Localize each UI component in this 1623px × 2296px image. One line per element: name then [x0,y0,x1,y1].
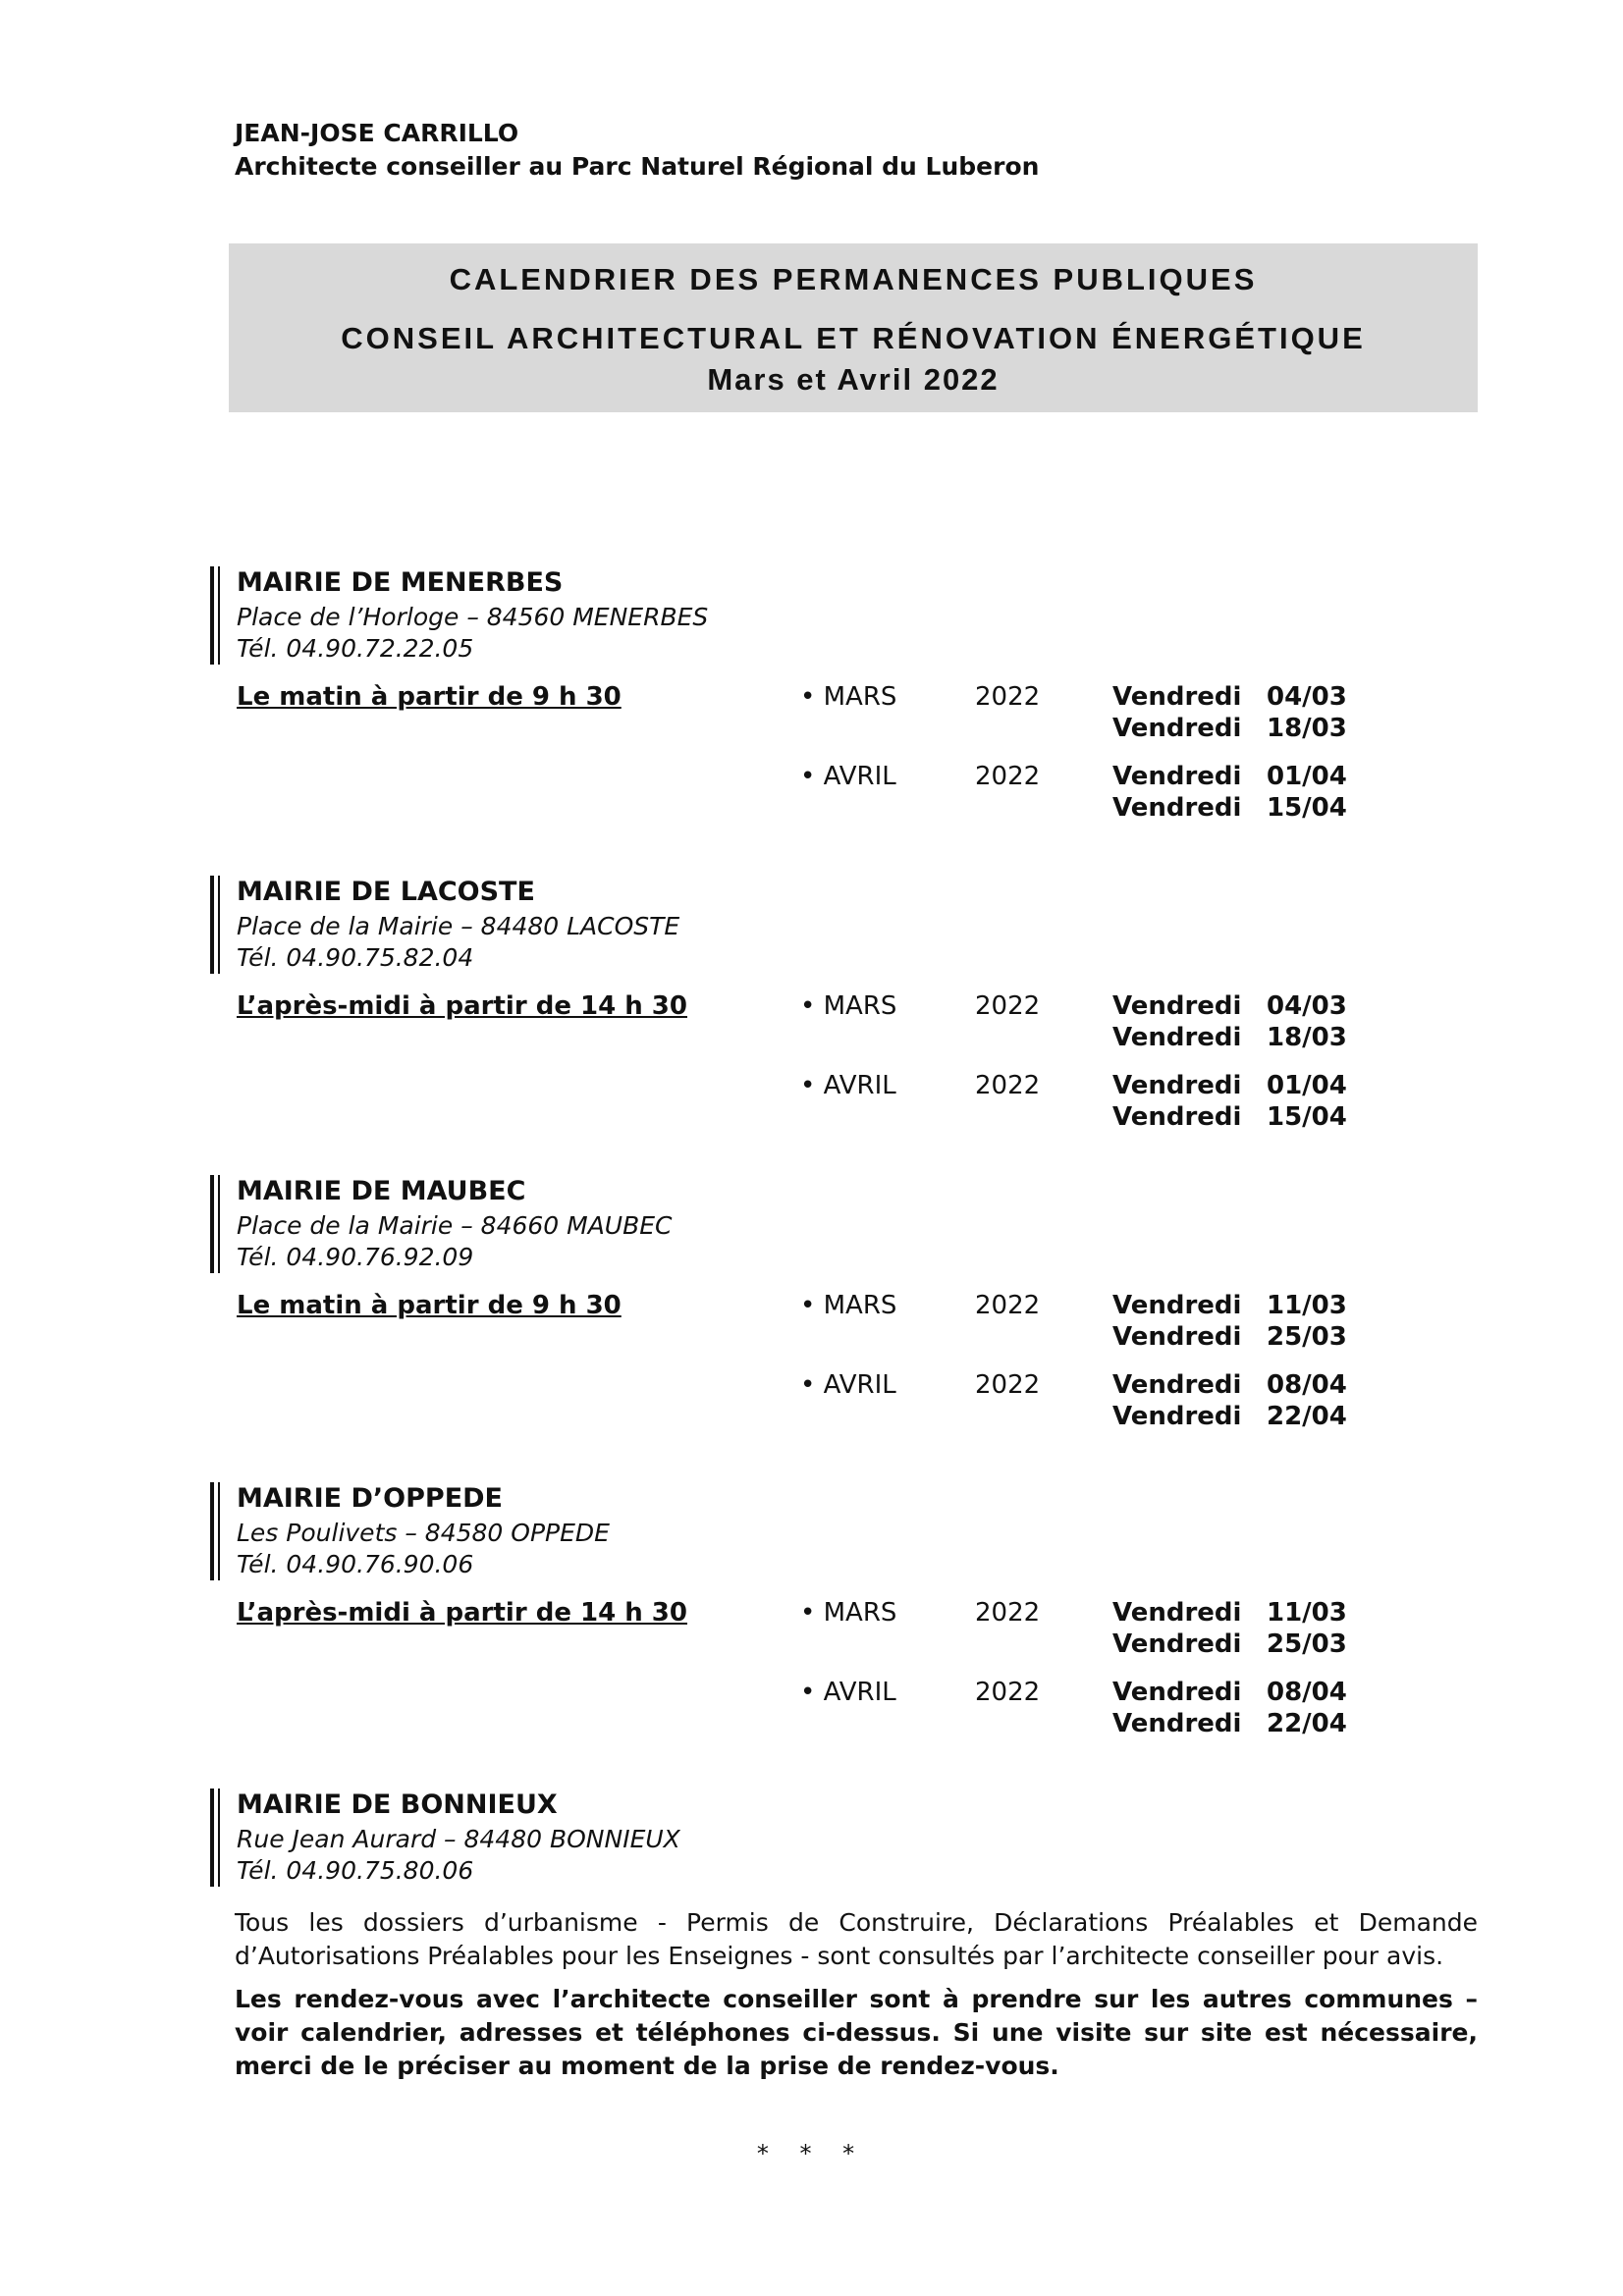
month-label: • AVRIL [800,1678,896,1707]
month-row [0,1290,1623,1353]
section-bar [210,566,222,665]
date-label: 11/03 [1267,1598,1347,1628]
mairie-tel: Tél. 04.90.76.92.09 [237,1243,474,1271]
author-role: Architecte conseiller au Parc Naturel Régional du Luberon [235,152,1040,181]
year-label: 2022 [975,991,1041,1021]
date-label: 04/03 [1267,682,1347,712]
day-label: Vendredi [1112,1322,1242,1352]
mairie-name: MAIRIE DE MAUBEC [237,1176,526,1206]
note-paragraph: Tous les dossiers d’urbanisme - Permis de Construire, Déclarations Préalables et Demande d’Autorisations Préalables pour les Enseignes - sont consultés par l’architecte conseiller pour avis. [235,1908,1478,1970]
month-row [0,1597,1623,1660]
mairie-name: MAIRIE D’OPPEDE [237,1483,503,1514]
month-label: • AVRIL [800,762,896,791]
year-label: 2022 [975,1071,1041,1100]
month-row [0,990,1623,1053]
day-label: Vendredi [1112,1102,1242,1132]
year-label: 2022 [975,762,1041,791]
day-label: Vendredi [1112,1598,1242,1628]
day-label: Vendredi [1112,991,1242,1021]
mairie-schedule: L’après-midi à partir de 14 h 30 [237,1598,687,1628]
mairie-tel: Tél. 04.90.75.80.06 [237,1856,474,1885]
month-row [0,761,1623,824]
title-line-1: CALENDRIER DES PERMANENCES PUBLIQUES [449,262,1258,296]
title-line-3: Mars et Avril 2022 [707,362,1000,397]
date-label: 15/04 [1267,1102,1347,1132]
date-label: 25/03 [1267,1629,1347,1659]
day-label: Vendredi [1112,1370,1242,1400]
author-block [235,117,1039,184]
day-label: Vendredi [1112,793,1242,823]
date-label: 22/04 [1267,1709,1347,1738]
month-row [0,1677,1623,1739]
year-label: 2022 [975,1598,1041,1628]
date-label: 04/03 [1267,991,1347,1021]
footer-stars: * * * [756,2140,867,2167]
title-box [229,243,1478,412]
day-label: Vendredi [1112,1629,1242,1659]
author-name: JEAN-JOSE CARRILLO [235,119,519,147]
year-label: 2022 [975,1291,1041,1320]
month-label: • AVRIL [800,1071,896,1100]
year-label: 2022 [975,1370,1041,1400]
day-label: Vendredi [1112,1402,1242,1431]
month-label: • MARS [800,1598,897,1628]
month-row [0,1070,1623,1133]
mairie-schedule: L’après-midi à partir de 14 h 30 [237,991,687,1021]
date-label: 08/04 [1267,1370,1347,1400]
notes-block [235,1906,1478,2093]
mairie-schedule: Le matin à partir de 9 h 30 [237,682,622,712]
date-label: 11/03 [1267,1291,1347,1320]
date-label: 18/03 [1267,1023,1347,1052]
mairie-address: Place de la Mairie – 84480 LACOSTE [237,912,680,940]
mairie-address: Place de l’Horloge – 84560 MENERBES [237,603,709,631]
date-label: 22/04 [1267,1402,1347,1431]
day-label: Vendredi [1112,1678,1242,1707]
date-label: 01/04 [1267,762,1347,791]
mairie-name: MAIRIE DE BONNIEUX [237,1789,558,1820]
day-label: Vendredi [1112,682,1242,712]
month-label: • MARS [800,682,897,712]
date-label: 18/03 [1267,714,1347,743]
year-label: 2022 [975,682,1041,712]
day-label: Vendredi [1112,1291,1242,1320]
year-label: 2022 [975,1678,1041,1707]
mairie-address: Rue Jean Aurard – 84480 BONNIEUX [237,1825,680,1853]
section-bar [210,876,222,974]
date-label: 15/04 [1267,793,1347,823]
mairie-tel: Tél. 04.90.76.90.06 [237,1550,474,1578]
section-bar [210,1789,222,1887]
title-line-2: CONSEIL ARCHITECTURAL ET RÉNOVATION ÉNERGÉTIQUE [341,321,1366,355]
mairie-name: MAIRIE DE MENERBES [237,567,564,598]
section-bar [210,1482,222,1580]
mairie-address: Les Poulivets – 84580 OPPEDE [237,1519,610,1547]
note-paragraph-bold: Les rendez-vous avec l’architecte conseiller sont à prendre sur les autres communes – voir calendrier, adresses et téléphones ci-dessus. Si une visite sur site est nécessaire, merci de le préciser au moment de la prise de rendez-vous. [235,1985,1478,2080]
day-label: Vendredi [1112,1709,1242,1738]
month-row [0,1369,1623,1432]
mairie-schedule: Le matin à partir de 9 h 30 [237,1291,622,1320]
month-label: • MARS [800,1291,897,1320]
section-bar [210,1175,222,1273]
date-label: 01/04 [1267,1071,1347,1100]
mairie-tel: Tél. 04.90.75.82.04 [237,943,474,972]
mairie-address: Place de la Mairie – 84660 MAUBEC [237,1211,673,1240]
mairie-name: MAIRIE DE LACOSTE [237,877,535,907]
day-label: Vendredi [1112,762,1242,791]
day-label: Vendredi [1112,714,1242,743]
date-label: 25/03 [1267,1322,1347,1352]
day-label: Vendredi [1112,1023,1242,1052]
date-label: 08/04 [1267,1678,1347,1707]
month-label: • MARS [800,991,897,1021]
month-label: • AVRIL [800,1370,896,1400]
day-label: Vendredi [1112,1071,1242,1100]
month-row [0,681,1623,744]
mairie-tel: Tél. 04.90.72.22.05 [237,634,474,663]
